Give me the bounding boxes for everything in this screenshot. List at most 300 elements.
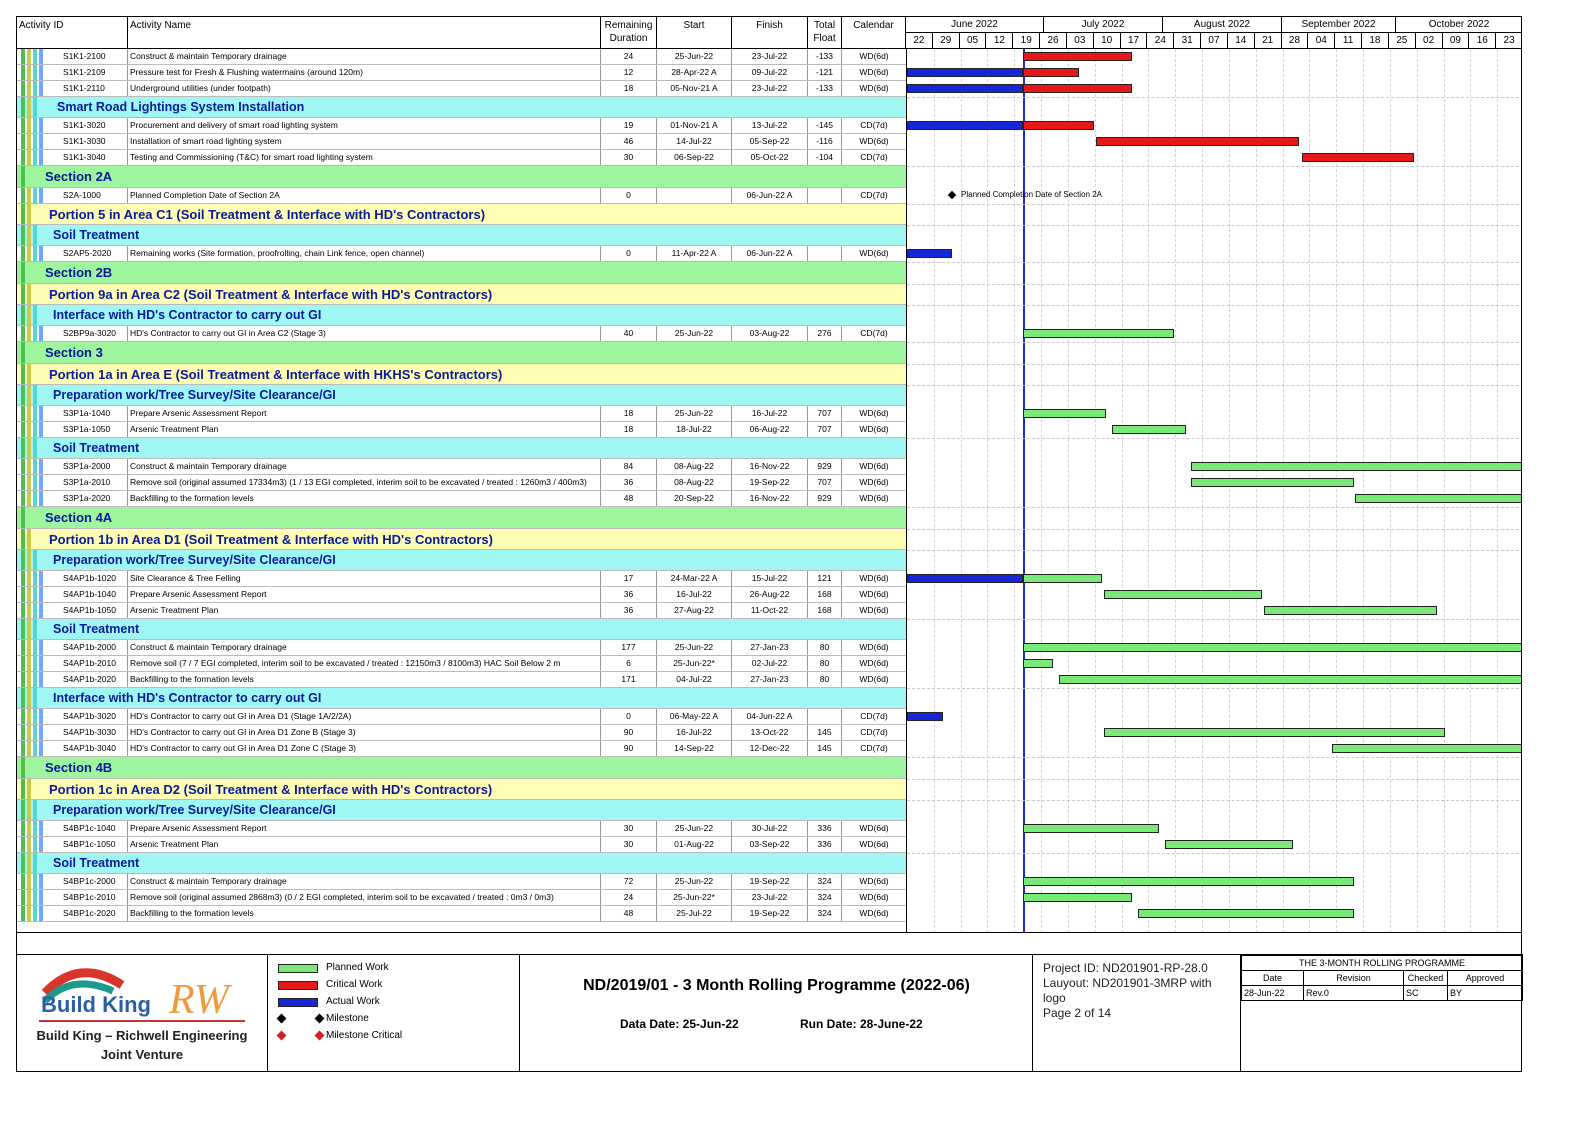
activity-row[interactable] (17, 821, 906, 837)
row-gridline (907, 284, 1522, 285)
planned-work-bar[interactable] (1023, 329, 1174, 338)
milestone-diamond-icon (948, 191, 956, 199)
wbs-group-header[interactable] (17, 262, 906, 284)
milestone-critical-diamond-icon (315, 1031, 325, 1041)
remaining-duration: 18 (601, 81, 657, 96)
activity-id: S1K1-2100 (45, 49, 128, 64)
actual-work-bar[interactable] (907, 712, 943, 721)
start-date: 16-Jul-22 (657, 725, 732, 740)
planned-work-bar[interactable] (1059, 675, 1522, 684)
rev-col-revision: Revision (1304, 971, 1404, 986)
calendar: CD(7d) (860, 120, 888, 130)
calendar: WD(6d) (859, 823, 889, 833)
wbs-level-stripe (27, 587, 31, 602)
wbs-group-label: Portion 9a in Area C2 (Soil Treatment & Interface with HD's Contractors) (49, 287, 493, 302)
remaining-duration: 30 (601, 150, 657, 165)
week-label: 04 (1308, 33, 1335, 48)
wbs-level-stripe (39, 587, 43, 602)
wbs-level-stripe (39, 246, 43, 261)
activity-row[interactable] (17, 150, 906, 166)
planned-work-bar[interactable] (1112, 425, 1186, 434)
activity-id: S4AP1b-3040 (45, 741, 128, 756)
critical-work-bar[interactable] (1023, 121, 1094, 130)
wbs-level-stripe (33, 800, 37, 820)
total-float: 168 (808, 587, 842, 602)
actual-work-bar[interactable] (907, 84, 1023, 93)
start-date: 08-Aug-22 (657, 459, 732, 474)
finish-date: 05-Oct-22 (732, 150, 808, 165)
wbs-level-stripe (27, 326, 31, 341)
critical-work-bar[interactable] (1096, 137, 1299, 146)
activity-row[interactable] (17, 890, 906, 906)
wbs-group-header[interactable] (17, 779, 906, 800)
milestone-critical-diamond-icon (277, 1031, 287, 1041)
project-panel (1033, 955, 1241, 1072)
start-date: 11-Apr-22 A (657, 246, 732, 261)
activity-name: HD's Contractor to carry out GI in Area D1 (Stage 1A/2/2A) (128, 709, 601, 724)
col-start[interactable]: Start (657, 17, 732, 48)
total-float: 336 (808, 821, 842, 836)
planned-work-bar[interactable] (1138, 909, 1354, 918)
calendar: WD(6d) (859, 408, 889, 418)
total-float: -104 (808, 150, 842, 165)
finish-date: 30-Jul-22 (732, 821, 808, 836)
activity-row[interactable] (17, 406, 906, 422)
calendar: CD(7d) (860, 743, 888, 753)
activity-name: Remaining works (Site formation, proofrolling, chain Link fence, open channel) (128, 246, 601, 261)
wbs-level-stripe (21, 134, 25, 149)
calendar: WD(6d) (859, 424, 889, 434)
activity-row[interactable] (17, 837, 906, 853)
calendar: WD(6d) (859, 51, 889, 61)
wbs-level-stripe (27, 741, 31, 756)
week-label: 29 (933, 33, 960, 48)
total-float: 276 (808, 326, 842, 341)
wbs-level-stripe (33, 65, 37, 80)
wbs-level-stripe (33, 385, 37, 405)
wbs-level-stripe (33, 709, 37, 724)
total-float: 324 (808, 890, 842, 905)
wbs-level-stripe (33, 246, 37, 261)
finish-date: 04-Jun-22 A (732, 709, 808, 724)
wbs-level-stripe (27, 821, 31, 836)
project-id: Project ID: ND201901-RP-28.0 (1043, 961, 1208, 975)
legend-critical-swatch (278, 981, 318, 990)
activity-name: Testing and Commissioning (T&C) for smart road lighting system (128, 150, 601, 165)
total-float: 707 (808, 406, 842, 421)
activity-row[interactable] (17, 188, 906, 204)
activity-id: S1K1-2110 (45, 81, 128, 96)
total-float: -121 (808, 65, 842, 80)
wbs-group-header[interactable] (17, 385, 906, 406)
wbs-level-stripe (33, 874, 37, 889)
wbs-level-stripe (21, 619, 25, 639)
calendar: WD(6d) (859, 876, 889, 886)
activity-row[interactable] (17, 118, 906, 134)
activity-id: S4BP1c-1040 (45, 821, 128, 836)
wbs-level-stripe (21, 81, 25, 96)
actual-work-bar[interactable] (907, 68, 1023, 77)
wbs-group-header[interactable] (17, 342, 906, 364)
row-gridline (907, 204, 1522, 205)
start-date: 25-Jun-22 (657, 406, 732, 421)
planned-work-bar[interactable] (1023, 409, 1106, 418)
wbs-level-stripe (21, 656, 25, 671)
week-label: 11 (1335, 33, 1362, 48)
row-gridline (907, 550, 1522, 551)
finish-date: 26-Aug-22 (732, 587, 808, 602)
wbs-group-header[interactable] (17, 853, 906, 874)
row-gridline (907, 166, 1522, 167)
start-date: 25-Jun-22* (657, 656, 732, 671)
col-calendar[interactable]: Calendar (842, 17, 906, 48)
wbs-level-stripe (33, 656, 37, 671)
finish-date: 15-Jul-22 (732, 571, 808, 586)
timescale-months (906, 17, 1522, 33)
actual-work-bar[interactable] (907, 574, 1023, 583)
wbs-level-stripe (33, 906, 37, 921)
wbs-level-stripe (33, 640, 37, 655)
activity-name: Pressure test for Fresh & Flushing watermains (around 120m) (128, 65, 601, 80)
month-label: July 2022 (1044, 17, 1163, 33)
page-number: Page 2 of 14 (1043, 1006, 1112, 1020)
activity-name: Site Clearance & Tree Felling (128, 571, 601, 586)
week-label: 07 (1201, 33, 1228, 48)
activity-id: S3P1a-2000 (45, 459, 128, 474)
wbs-group-header[interactable] (17, 507, 906, 529)
wbs-group-header[interactable] (17, 757, 906, 779)
activity-row[interactable] (17, 874, 906, 890)
legend-planned-swatch (278, 964, 318, 973)
planned-work-bar[interactable] (1264, 606, 1437, 615)
wbs-level-stripe (21, 741, 25, 756)
wbs-level-stripe (33, 134, 37, 149)
start-date: 14-Jul-22 (657, 134, 732, 149)
activity-id: S2A-1000 (45, 188, 128, 203)
wbs-group-header[interactable] (17, 550, 906, 571)
wbs-level-stripe (39, 475, 43, 490)
total-float (808, 246, 842, 261)
planned-work-bar[interactable] (1191, 462, 1522, 471)
total-float: 168 (808, 603, 842, 618)
finish-date: 06-Jun-22 A (732, 246, 808, 261)
legend-milestone-label: Milestone (326, 1013, 369, 1024)
wbs-group-header[interactable] (17, 364, 906, 385)
brand-right: RW (169, 977, 229, 1023)
wbs-level-stripe (21, 422, 25, 437)
activity-id: S4BP1c-2010 (45, 890, 128, 905)
finish-date: 19-Sep-22 (732, 475, 808, 490)
wbs-level-stripe (27, 906, 31, 921)
wbs-group-header[interactable] (17, 97, 906, 118)
planned-work-bar[interactable] (1023, 824, 1159, 833)
week-label: 17 (1121, 33, 1148, 48)
wbs-level-stripe (21, 725, 25, 740)
total-float: 80 (808, 640, 842, 655)
activity-row[interactable] (17, 587, 906, 603)
total-float: 145 (808, 725, 842, 740)
wbs-level-stripe (33, 225, 37, 245)
revision-panel (1241, 955, 1523, 1072)
wbs-level-stripe (33, 741, 37, 756)
wbs-group-header[interactable] (17, 225, 906, 246)
remaining-duration: 6 (601, 656, 657, 671)
activity-row[interactable] (17, 65, 906, 81)
wbs-level-stripe (39, 725, 43, 740)
wbs-group-header[interactable] (17, 800, 906, 821)
wbs-level-stripe (33, 890, 37, 905)
rev-col-approved: Approved (1448, 971, 1523, 986)
wbs-level-stripe (21, 118, 25, 133)
row-gridline (907, 262, 1522, 263)
planned-work-bar[interactable] (1355, 494, 1522, 503)
remaining-duration: 18 (601, 422, 657, 437)
planned-work-bar[interactable] (1191, 478, 1354, 487)
col-remaining-duration[interactable]: Remaining Duration (601, 17, 657, 48)
activity-row[interactable] (17, 49, 906, 65)
col-activity-name[interactable]: Activity Name (128, 17, 601, 48)
activity-id: S1K1-2109 (45, 65, 128, 80)
planned-work-bar[interactable] (1023, 877, 1354, 886)
planned-work-bar[interactable] (1023, 574, 1102, 583)
planned-work-bar[interactable] (1165, 840, 1293, 849)
wbs-level-stripe (27, 225, 31, 245)
rev-approved: BY (1448, 986, 1523, 1001)
wbs-level-stripe (39, 571, 43, 586)
wbs-group-header[interactable] (17, 688, 906, 709)
start-date: 08-Aug-22 (657, 475, 732, 490)
wbs-level-stripe (21, 640, 25, 655)
activity-row[interactable] (17, 672, 906, 688)
wbs-level-stripe (39, 326, 43, 341)
wbs-level-stripe (21, 779, 25, 799)
activity-name: Prepare Arsenic Assessment Report (128, 821, 601, 836)
wbs-level-stripe (33, 821, 37, 836)
wbs-group-label: Interface with HD's Contractor to carry out GI (53, 691, 322, 705)
legend-critical-label: Critical Work (326, 979, 383, 990)
activity-id: S1K1-3020 (45, 118, 128, 133)
remaining-duration: 48 (601, 906, 657, 921)
activity-id: S4AP1b-1050 (45, 603, 128, 618)
milestone-marker[interactable] (949, 190, 1102, 199)
activity-row[interactable] (17, 640, 906, 656)
critical-work-bar[interactable] (1023, 84, 1132, 93)
planned-work-bar[interactable] (1023, 893, 1132, 902)
legend-planned-label: Planned Work (326, 962, 389, 973)
actual-work-bar[interactable] (907, 121, 1023, 130)
wbs-level-stripe (39, 906, 43, 921)
wbs-level-stripe (21, 906, 25, 921)
schedule-page (16, 16, 1522, 1072)
wbs-level-stripe (27, 837, 31, 852)
wbs-level-stripe (21, 49, 25, 64)
wbs-level-stripe (27, 640, 31, 655)
data-date: Data Date: 25-Jun-22 (620, 1017, 739, 1031)
wbs-level-stripe (33, 491, 37, 506)
week-label: 10 (1094, 33, 1121, 48)
wbs-level-stripe (27, 49, 31, 64)
wbs-level-stripe (27, 422, 31, 437)
finish-date: 12-Dec-22 (732, 741, 808, 756)
activity-name: Remove soil (7 / 7 EGI completed, interim soil to be excavated / treated : 12150m3 / 8100m3) HAC Soil Below 2 m (128, 656, 601, 671)
wbs-level-stripe (27, 619, 31, 639)
remaining-duration: 177 (601, 640, 657, 655)
wbs-level-stripe (21, 262, 25, 283)
finish-date: 05-Sep-22 (732, 134, 808, 149)
activity-id: S4AP1b-1020 (45, 571, 128, 586)
actual-work-bar[interactable] (907, 249, 952, 258)
activity-name: Arsenic Treatment Plan (128, 603, 601, 618)
wbs-group-label: Portion 5 in Area C1 (Soil Treatment & Interface with HD's Contractors) (49, 207, 486, 222)
planned-work-bar[interactable] (1104, 590, 1262, 599)
wbs-group-header[interactable] (17, 204, 906, 225)
planned-work-bar[interactable] (1023, 643, 1522, 652)
total-float: 929 (808, 491, 842, 506)
wbs-group-header[interactable] (17, 284, 906, 305)
planned-work-bar[interactable] (1332, 744, 1522, 753)
critical-work-bar[interactable] (1023, 52, 1132, 61)
wbs-level-stripe (21, 326, 25, 341)
col-finish[interactable]: Finish (732, 17, 808, 48)
activity-row[interactable] (17, 246, 906, 262)
wbs-group-header[interactable] (17, 166, 906, 188)
planned-work-bar[interactable] (1104, 728, 1445, 737)
wbs-group-label: Portion 1b in Area D1 (Soil Treatment & Interface with HD's Contractors) (49, 532, 493, 547)
activity-name: Construct & maintain Temporary drainage (128, 49, 601, 64)
activity-id: S4BP1c-1050 (45, 837, 128, 852)
wbs-level-stripe (21, 491, 25, 506)
week-label: 02 (1416, 33, 1443, 48)
planned-work-bar[interactable] (1023, 659, 1053, 668)
start-date: 20-Sep-22 (657, 491, 732, 506)
activity-row[interactable] (17, 725, 906, 741)
wbs-level-stripe (21, 800, 25, 820)
wbs-group-label: Preparation work/Tree Survey/Site Clearance/GI (53, 803, 336, 817)
wbs-level-stripe (33, 188, 37, 203)
activity-name: Arsenic Treatment Plan (128, 837, 601, 852)
activity-row[interactable] (17, 656, 906, 672)
critical-work-bar[interactable] (1302, 153, 1414, 162)
total-float: 707 (808, 475, 842, 490)
activity-row[interactable] (17, 906, 906, 922)
wbs-level-stripe (27, 118, 31, 133)
total-float (808, 709, 842, 724)
legend-actual-swatch (278, 998, 318, 1007)
activity-row[interactable] (17, 475, 906, 491)
wbs-level-stripe (33, 422, 37, 437)
row-gridline (907, 507, 1522, 508)
wbs-group-label: Portion 1c in Area D2 (Soil Treatment & Interface with HD's Contractors) (49, 782, 493, 797)
activity-row[interactable] (17, 741, 906, 757)
activity-row[interactable] (17, 326, 906, 342)
wbs-level-stripe (21, 874, 25, 889)
activity-row[interactable] (17, 571, 906, 587)
wbs-level-stripe (21, 550, 25, 570)
wbs-group-header[interactable] (17, 305, 906, 326)
wbs-level-stripe (39, 150, 43, 165)
activity-row[interactable] (17, 603, 906, 619)
finish-date: 13-Jul-22 (732, 118, 808, 133)
wbs-level-stripe (21, 342, 25, 363)
wbs-level-stripe (33, 587, 37, 602)
wbs-group-header[interactable] (17, 529, 906, 550)
wbs-level-stripe (27, 406, 31, 421)
footer-spacer (17, 933, 1523, 955)
logo-caption-1: Build King – Richwell Engineering (36, 1028, 248, 1043)
wbs-level-stripe (27, 672, 31, 687)
wbs-level-stripe (27, 725, 31, 740)
month-label: August 2022 (1163, 17, 1282, 33)
activity-row[interactable] (17, 459, 906, 475)
finish-date: 06-Jun-22 A (732, 188, 808, 203)
remaining-duration: 19 (601, 118, 657, 133)
calendar: CD(7d) (860, 190, 888, 200)
start-date: 24-Mar-22 A (657, 571, 732, 586)
row-gridline (907, 305, 1522, 306)
activity-row[interactable] (17, 491, 906, 507)
wbs-level-stripe (27, 204, 31, 224)
activity-name: Backfilling to the formation levels (128, 906, 601, 921)
finish-date: 23-Jul-22 (732, 890, 808, 905)
wbs-group-header[interactable] (17, 619, 906, 640)
wbs-level-stripe (39, 672, 43, 687)
row-gridline (907, 688, 1522, 689)
calendar: CD(7d) (860, 328, 888, 338)
week-label: 26 (1040, 33, 1067, 48)
activity-name: Arsenic Treatment Plan (128, 422, 601, 437)
table-header (17, 17, 1522, 49)
activity-name: Construct & maintain Temporary drainage (128, 640, 601, 655)
finish-date: 16-Nov-22 (732, 459, 808, 474)
activity-row[interactable] (17, 709, 906, 725)
remaining-duration: 24 (601, 49, 657, 64)
wbs-level-stripe (21, 188, 25, 203)
activity-name: Backfilling to the formation levels (128, 491, 601, 506)
activity-id: S4AP1b-3030 (45, 725, 128, 740)
wbs-group-header[interactable] (17, 438, 906, 459)
wbs-level-stripe (39, 422, 43, 437)
calendar: WD(6d) (859, 674, 889, 684)
calendar: WD(6d) (859, 839, 889, 849)
start-date: 18-Jul-22 (657, 422, 732, 437)
wbs-level-stripe (27, 134, 31, 149)
activity-name: HD's Contractor to carry out GI in Area C2 (Stage 3) (128, 326, 601, 341)
col-activity-id[interactable]: Activity ID (17, 17, 128, 48)
finish-date: 09-Jul-22 (732, 65, 808, 80)
wbs-level-stripe (33, 853, 37, 873)
activity-row[interactable] (17, 422, 906, 438)
wbs-level-stripe (39, 874, 43, 889)
week-label: 21 (1255, 33, 1282, 48)
calendar: WD(6d) (859, 908, 889, 918)
total-float: -116 (808, 134, 842, 149)
activity-id: S4AP1b-2000 (45, 640, 128, 655)
wbs-level-stripe (33, 725, 37, 740)
activity-name: Installation of smart road lighting system (128, 134, 601, 149)
activity-row[interactable] (17, 134, 906, 150)
legend-milestone-critical-label: Milestone Critical (326, 1030, 403, 1041)
wbs-level-stripe (27, 459, 31, 474)
wbs-level-stripe (21, 305, 25, 325)
remaining-duration: 72 (601, 874, 657, 889)
week-label: 22 (906, 33, 933, 48)
activity-id: S4AP1b-2010 (45, 656, 128, 671)
activity-row[interactable] (17, 81, 906, 97)
critical-work-bar[interactable] (1023, 68, 1079, 77)
col-total-float[interactable]: Total Float (808, 17, 842, 48)
calendar: WD(6d) (859, 892, 889, 902)
wbs-level-stripe (33, 49, 37, 64)
